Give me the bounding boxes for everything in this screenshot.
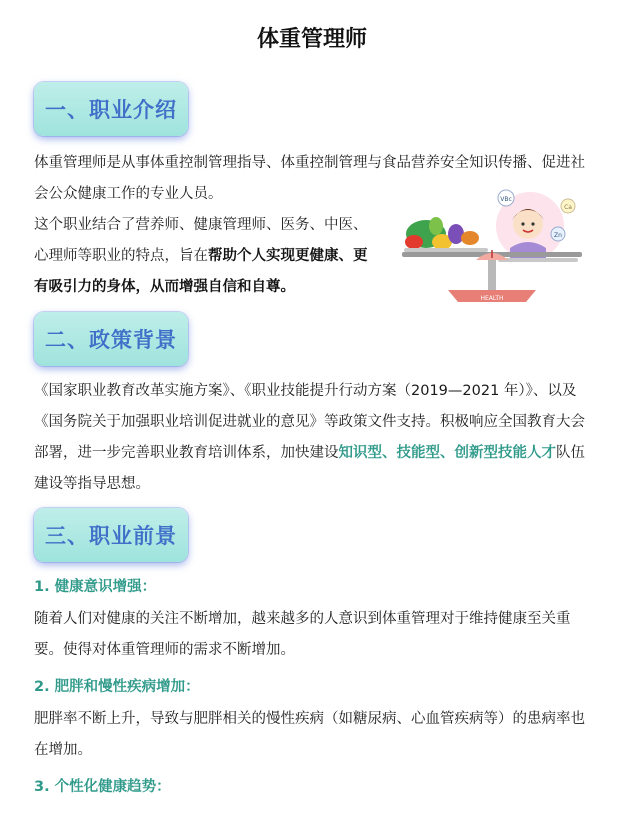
cabbage-icon [429, 217, 443, 235]
badge-ca: Ca [564, 204, 572, 211]
carrot-icon [461, 231, 479, 245]
intro-line-1: 这个职业结合了营养师、健康管理师、医务、中医、 [34, 217, 368, 233]
prospect-item-1-title: 1. 健康意识增强： [34, 579, 157, 595]
eye-right [531, 222, 534, 225]
tomato-icon [405, 235, 423, 249]
prospect-item-3-title: 3. 个性化健康趋势： [34, 779, 171, 795]
eggplant-icon [448, 224, 464, 244]
section-heading-policy: 二、政策背景 [34, 312, 188, 366]
prospect-item-2-title: 2. 肥胖和慢性疾病增加： [34, 679, 200, 695]
scale-label: HEALTH [480, 295, 504, 302]
scale-right-pan [498, 258, 578, 262]
badge-zn: Zn [554, 232, 562, 239]
person-face-icon [513, 209, 543, 239]
intro-line-2-text: 心理师等职业的特点，旨在 [34, 248, 208, 264]
intro-paragraph-1: 体重管理师是从事体重控制管理指导、体重控制管理与食品营养安全知识传播、促进社会公众健康工作的专业人员。 [34, 155, 585, 202]
policy-highlight: 知识型、技能型、创新型技能人才 [338, 445, 556, 461]
intro-paragraph-2 [34, 210, 394, 303]
intro-line-2 [34, 241, 394, 272]
policy-paragraph [34, 376, 592, 500]
badge-vbc: VBc [500, 196, 512, 203]
page-title: 体重管理师 [256, 27, 367, 52]
section-heading-prospect: 三、职业前景 [34, 508, 188, 562]
intro-highlight-1: 帮助个人实现更健康、更 [208, 248, 368, 264]
section-heading-intro: 一、职业介绍 [34, 82, 188, 136]
scale-left-pan [404, 248, 488, 252]
policy-text-end: 队伍建设等指导思想。 [34, 445, 585, 492]
health-scale-illustration [398, 186, 586, 304]
eye-left [521, 222, 524, 225]
scale-stand-shape [488, 260, 496, 290]
policy-text: 《国家职业教育改革实施方案》、《职业技能提升行动方案（2019—2021 年）》、以及《国务院关于加强职业培训促进就业的意见》等政策文件支持。积极响应全国教育大会部署，进一步完善职业教育培训体系，加快建设 [34, 383, 585, 461]
prospect-item-2-text: 肥胖率不断上升，导致与肥胖相关的慢性疾病（如糖尿病、心血管疾病等）的患病率也在增加。 [34, 711, 585, 758]
intro-highlight-2: 有吸引力的身体，从而增强自信和自尊。 [34, 279, 295, 295]
prospect-item-1-text: 随着人们对健康的关注不断增加，越来越多的人意识到体重管理对于维持健康至关重要。使得对体重管理师的需求不断增加。 [34, 611, 571, 658]
